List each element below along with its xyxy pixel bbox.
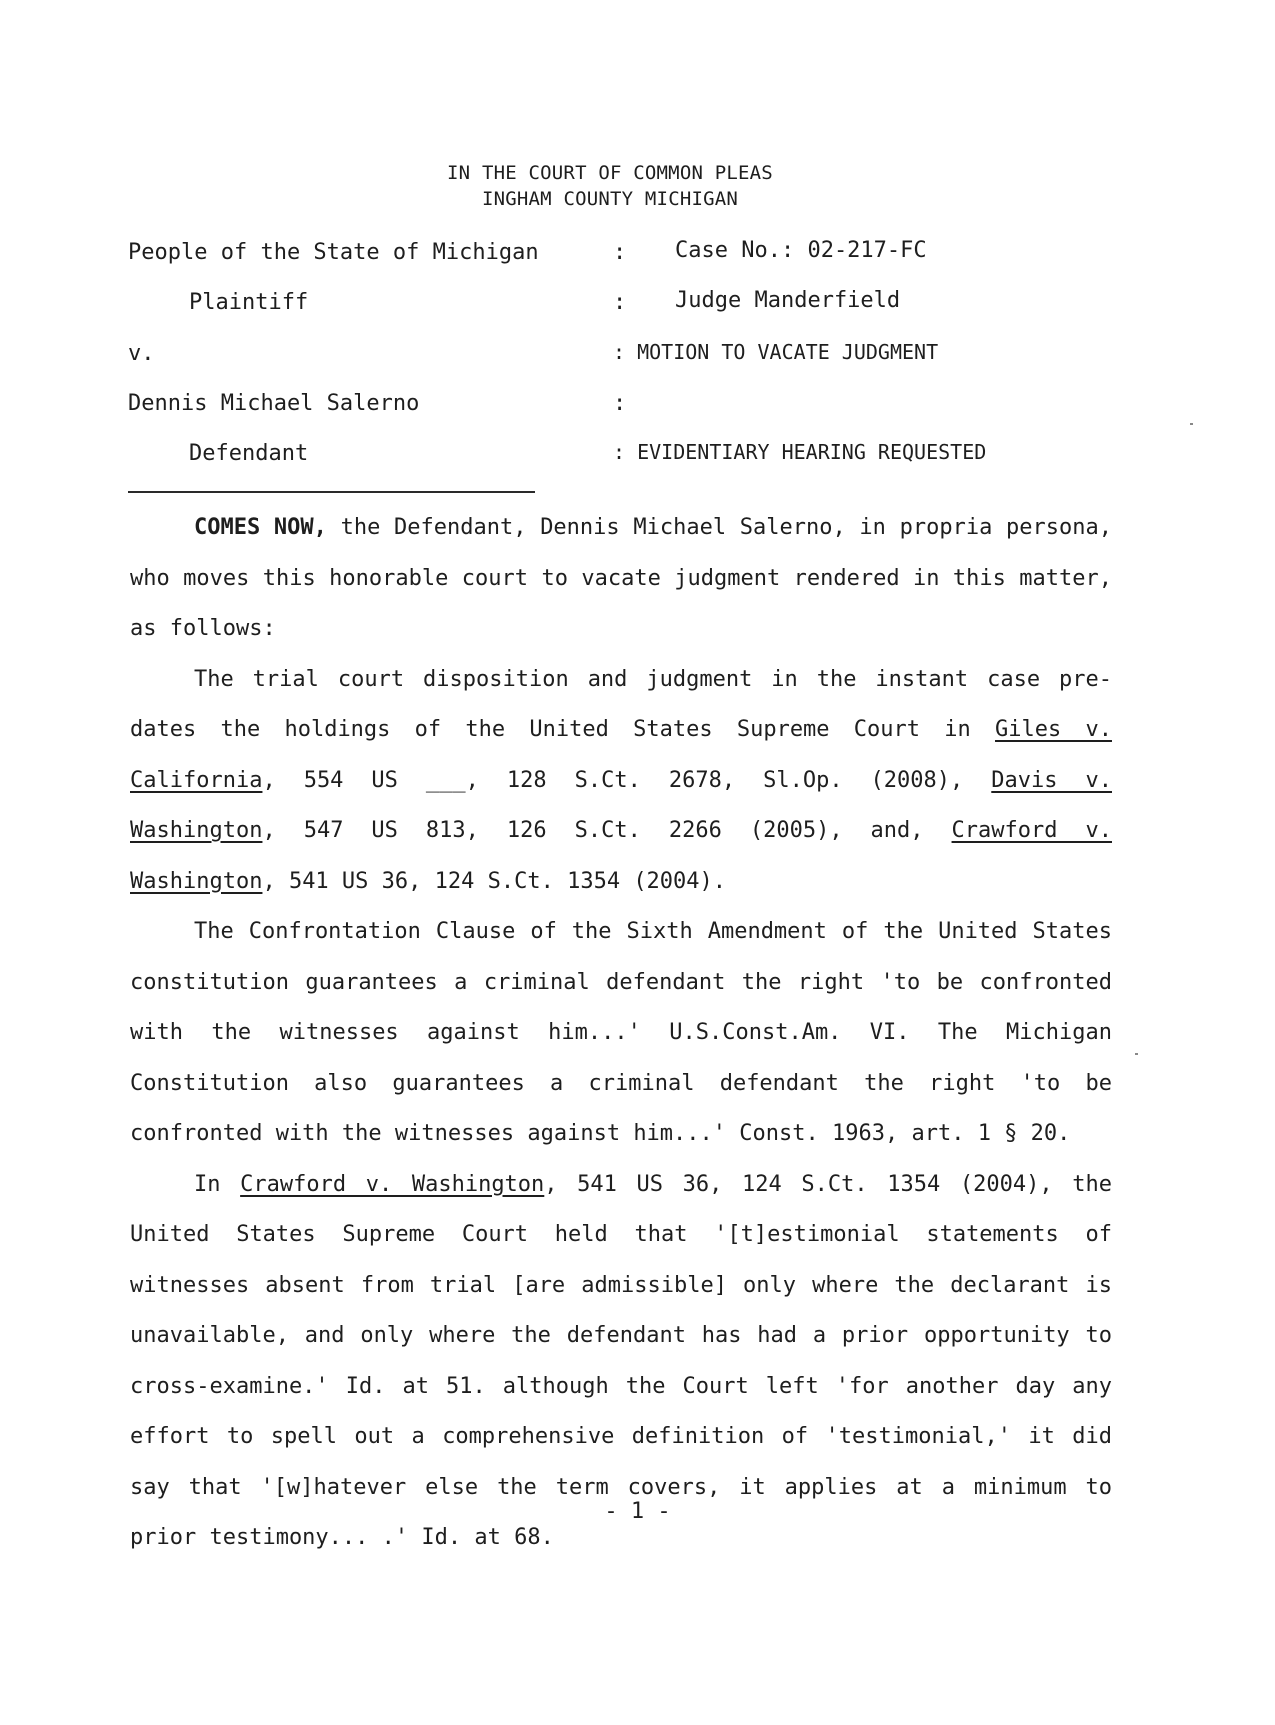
judge-name: Judge Manderfield — [675, 288, 901, 313]
plaintiff-name: People of the State of Michigan — [128, 240, 539, 265]
holdings-text: , 554 US — [262, 767, 426, 793]
body-text — [130, 503, 1112, 1564]
caption-divider — [128, 491, 535, 493]
holdings-text: , 541 US 36, 124 S.Ct. 1354 (2004). — [262, 868, 727, 894]
case-number: Case No.: 02-217-FC — [675, 238, 927, 263]
case-citation: Crawford v. Washington — [240, 1171, 545, 1197]
caption-colon: : — [613, 240, 627, 265]
court-county: INGHAM COUNTY MICHIGAN — [481, 188, 739, 210]
holdings-text: , 128 S.Ct. 2678, Sl.Op. (2008), — [465, 767, 992, 793]
plaintiff-role: Plaintiff — [189, 290, 309, 315]
case-citation: Crawford v. Washington — [130, 818, 1112, 894]
page-number: - 1 - — [604, 1499, 671, 1524]
paragraph-intro — [130, 503, 1112, 655]
caption-colon: : — [613, 391, 627, 416]
motion-title: : MOTION TO VACATE JUDGMENT — [613, 340, 939, 364]
paragraph-holdings — [130, 655, 1112, 908]
scan-speck — [1135, 1053, 1138, 1055]
intro-lead: COMES NOW, — [194, 515, 327, 540]
crawford-text: , 541 US 36, 124 S.Ct. 1354 (2004), the United States Supreme Court held that '[t]estimonial statements of witnesses absent from trial [are admissible] only where the declarant is unavailable, and only where the defendant has had a prior opportunity to cross-examine.' Id. at 51. although the Court left 'for another day any effort to spell out a comprehensive definition of 'testimonial,' it did say that '[w]hatever else the term covers, it applies at a minimum to prior testimony... .' Id. at 68. — [130, 1171, 1112, 1550]
scan-speck — [1190, 423, 1193, 425]
hearing-request: : EVIDENTIARY HEARING REQUESTED — [613, 440, 987, 464]
paragraph-confrontation: The Confrontation Clause of the Sixth Amendment of the United States constitution guarantees a criminal defendant the right 'to be confronted with the witnesses against him...' U.S.Const.Am. VI. The Michigan Constitution also guarantees a criminal defendant the right 'to be confronted with the witnesses against him...' Const. 1963, art. 1 § 20. — [130, 919, 1112, 1146]
holdings-text: The trial court disposition and judgment in the instant case pre-dates the holdings of the United States Supreme Court in — [130, 666, 1112, 742]
crawford-text: In — [194, 1171, 241, 1197]
case-citation: Giles v. California — [130, 717, 1112, 793]
defendant-name: Dennis Michael Salerno — [128, 391, 420, 416]
holdings-text: , 547 US 813, 126 S.Ct. 2266 (2005), and, — [262, 818, 952, 843]
case-citation: Davis v. Washington — [130, 767, 1112, 843]
volume-blank: ___ — [425, 767, 466, 793]
intro-text: the Defendant, Dennis Michael Salerno, in propria persona, who moves this honorable court to vacate judgment rendered in this matter, as follows: — [130, 515, 1112, 641]
versus: v. — [128, 341, 155, 366]
caption-colon: : — [613, 290, 627, 315]
court-name: IN THE COURT OF COMMON PLEAS — [447, 162, 773, 184]
defendant-role: Defendant — [189, 441, 309, 466]
